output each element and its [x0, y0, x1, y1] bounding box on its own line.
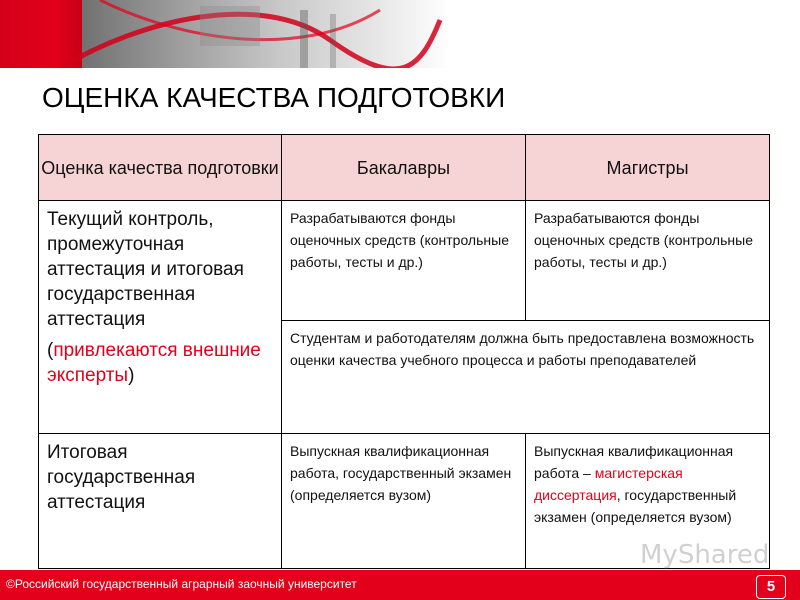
- table-row: [39, 201, 770, 321]
- header-banner: [0, 0, 800, 68]
- row1-label-cell: [39, 201, 282, 434]
- table-header-row: [39, 135, 770, 201]
- paren-open: (: [47, 340, 54, 361]
- masters-dissertation-note: магистерская диссертация: [534, 465, 683, 503]
- masters-text-after: , государственный экзамен (определяется вузом): [534, 487, 737, 525]
- header-cell-masters: Магистры: [526, 135, 770, 201]
- assessment-table: [38, 134, 770, 569]
- page-number-badge: 5: [756, 575, 786, 599]
- page-title: ОЦЕНКА КАЧЕСТВА ПОДГОТОВКИ: [42, 82, 506, 113]
- footer-bar: [0, 570, 800, 600]
- row2-bachelors-cell: Выпускная квалификационная работа, государственный экзамен (определяется вузом): [282, 434, 526, 569]
- row1-joint-cell: Студентам и работодателям должна быть предоставлена возможность оценки качества учебного процесса и работы преподавателей: [282, 320, 770, 433]
- row1-bachelors-cell: Разрабатываются фонды оценочных средств (контрольные работы, тесты и др.): [282, 201, 526, 321]
- header-cell-bachelors: Бакалавры: [282, 135, 526, 201]
- external-experts-note: привлекаются внешние эксперты: [47, 340, 261, 386]
- watermark: MyShared: [640, 540, 770, 570]
- header-cell-assessment: Оценка качества подготовки: [39, 135, 282, 201]
- footer-text: ©Российский государственный аграрный заочный университет: [6, 577, 357, 591]
- row1-masters-cell: Разрабатываются фонды оценочных средств (контрольные работы, тесты и др.): [526, 201, 770, 321]
- masters-text-before: Выпускная квалификационная работа –: [534, 443, 734, 481]
- paren-close: ): [128, 365, 135, 386]
- row1-label: Текущий контроль, промежуточная аттестация и итоговая государственная аттестация: [47, 209, 244, 330]
- banner-decoration: [0, 0, 800, 68]
- row2-label-cell: Итоговая государственная аттестация: [39, 434, 282, 569]
- row1-note: [47, 338, 273, 388]
